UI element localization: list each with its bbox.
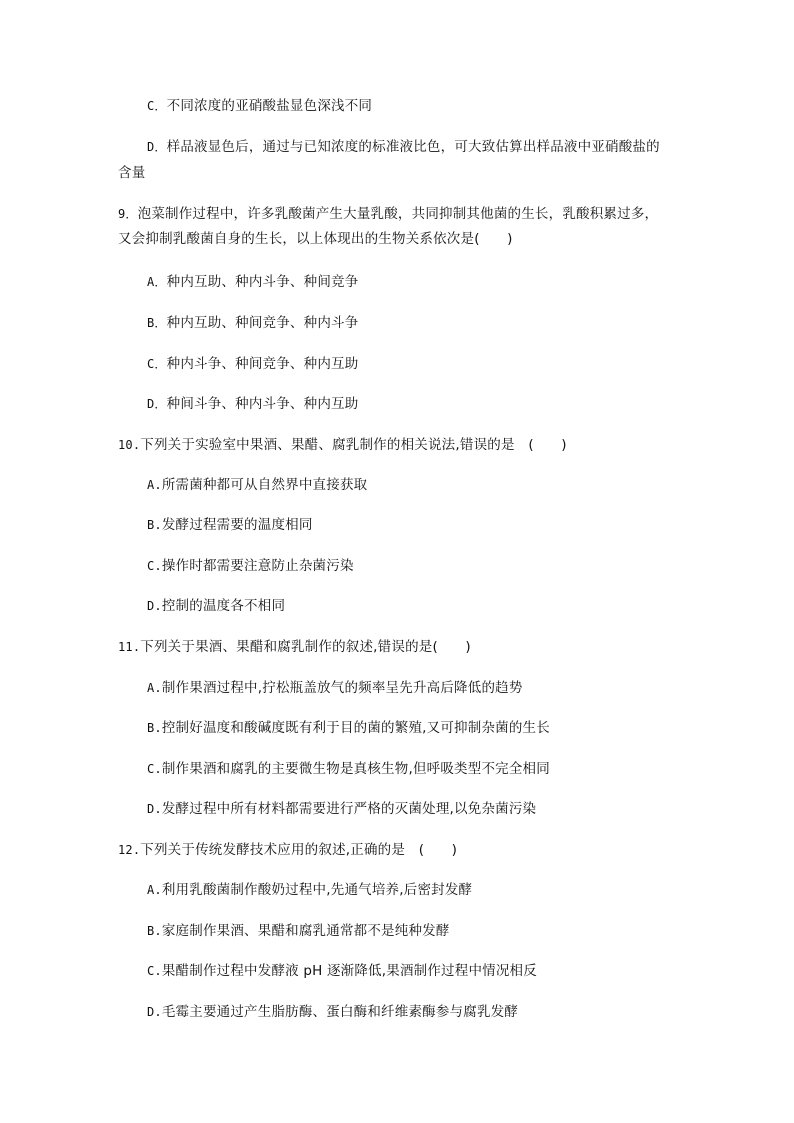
option-label: A. bbox=[147, 681, 162, 695]
question-11-option-b bbox=[147, 719, 550, 737]
option-label: D. bbox=[147, 802, 162, 816]
question-stem: 泡菜制作过程中，许多乳酸菌产生大量乳酸，共同抑制其他菌的生长，乳酸积累过多， bbox=[137, 206, 659, 222]
option-text: 家庭制作果酒、果醋和腐乳通常都不是纯种发酵 bbox=[161, 923, 450, 939]
option-label: D. bbox=[147, 1005, 162, 1019]
option-d-prev-continuation bbox=[118, 164, 145, 182]
question-stem: 下列关于果酒、果醋和腐乳制作的叙述,错误的是( ) bbox=[140, 639, 471, 655]
option-label: A． bbox=[147, 275, 167, 289]
question-12-option-c bbox=[147, 962, 537, 980]
option-text: 种内斗争、种间竞争、种内互助 bbox=[166, 356, 359, 372]
option-text: 发酵过程中所有材料都需要进行严格的灭菌处理,以免杂菌污染 bbox=[161, 801, 537, 817]
option-text: 不同浓度的亚硝酸盐显色深浅不同 bbox=[166, 98, 373, 114]
question-11-stem bbox=[118, 638, 471, 656]
question-9-option-b bbox=[147, 314, 358, 332]
question-11-option-d bbox=[147, 800, 536, 818]
option-label: D． bbox=[147, 397, 167, 411]
option-label: C. bbox=[147, 964, 162, 978]
question-10-option-d bbox=[147, 597, 285, 615]
option-text: 控制的温度各不相同 bbox=[161, 598, 286, 614]
option-label: D. bbox=[147, 599, 162, 613]
option-text: 操作时都需要注意防止杂菌污染 bbox=[161, 558, 354, 574]
question-number: 9． bbox=[118, 207, 138, 221]
option-d-prev bbox=[147, 138, 660, 156]
option-label: C． bbox=[147, 99, 167, 113]
option-text-continuation: 含量 bbox=[118, 165, 146, 181]
option-text: 控制好温度和酸碱度既有利于目的菌的繁殖,又可抑制杂菌的生长 bbox=[161, 720, 550, 736]
option-text: 制作果酒过程中,拧松瓶盖放气的频率呈先升高后降低的趋势 bbox=[161, 680, 523, 696]
option-label: B. bbox=[147, 721, 162, 735]
option-label: B. bbox=[147, 518, 162, 532]
question-9-option-c bbox=[147, 355, 358, 373]
question-9-stem-line1 bbox=[118, 205, 658, 223]
option-label: D． bbox=[147, 140, 167, 154]
question-12-option-d bbox=[147, 1003, 518, 1021]
option-label: C. bbox=[147, 559, 162, 573]
option-label: B. bbox=[147, 924, 162, 938]
option-text: 种内互助、种间竞争、种内斗争 bbox=[166, 315, 359, 331]
option-text: 所需菌种都可从自然界中直接获取 bbox=[161, 477, 368, 493]
option-text: 种间斗争、种内斗争、种内互助 bbox=[166, 396, 359, 412]
option-c-prev bbox=[147, 97, 372, 115]
question-number: 10. bbox=[118, 438, 141, 452]
option-text: 发酵过程需要的温度相同 bbox=[161, 517, 313, 533]
question-10-stem bbox=[118, 436, 567, 454]
option-label: C. bbox=[147, 762, 162, 776]
question-12-option-b bbox=[147, 922, 450, 940]
question-stem: 下列关于传统发酵技术应用的叙述,正确的是 ( ) bbox=[140, 842, 458, 858]
option-label: A. bbox=[147, 883, 162, 897]
question-number: 12. bbox=[118, 843, 141, 857]
question-10-option-a bbox=[147, 476, 367, 494]
question-number: 11. bbox=[118, 640, 141, 654]
option-text: 毛霉主要通过产生脂肪酶、蛋白酶和纤维素酶参与腐乳发酵 bbox=[161, 1004, 519, 1020]
option-text: 果醋制作过程中发酵液 pH 逐渐降低,果酒制作过程中情况相反 bbox=[161, 963, 537, 979]
question-12-stem bbox=[118, 841, 457, 859]
option-text: 利用乳酸菌制作酸奶过程中,先通气培养,后密封发酵 bbox=[161, 882, 473, 898]
option-label: B． bbox=[147, 316, 167, 330]
question-10-option-c bbox=[147, 557, 354, 575]
question-9-stem-line2 bbox=[118, 230, 513, 248]
question-11-option-a bbox=[147, 679, 523, 697]
option-label: A. bbox=[147, 478, 162, 492]
option-label: C． bbox=[147, 357, 167, 371]
question-stem-continued: 又会抑制乳酸菌自身的生长，以上体现出的生物关系依次是( ) bbox=[118, 231, 513, 247]
question-12-option-a bbox=[147, 881, 472, 899]
question-11-option-c bbox=[147, 760, 550, 778]
question-10-option-b bbox=[147, 516, 313, 534]
option-text: 制作果酒和腐乳的主要微生物是真核生物,但呼吸类型不完全相同 bbox=[161, 761, 550, 777]
question-9-option-a bbox=[147, 273, 358, 291]
option-text: 种内互助、种内斗争、种间竞争 bbox=[166, 274, 359, 290]
option-text: 样品液显色后，通过与已知浓度的标准液比色，可大致估算出样品液中亚硝酸盐的 bbox=[166, 139, 660, 155]
question-stem: 下列关于实验室中果酒、果醋、腐乳制作的相关说法,错误的是 ( ) bbox=[140, 437, 567, 453]
question-9-option-d bbox=[147, 395, 358, 413]
